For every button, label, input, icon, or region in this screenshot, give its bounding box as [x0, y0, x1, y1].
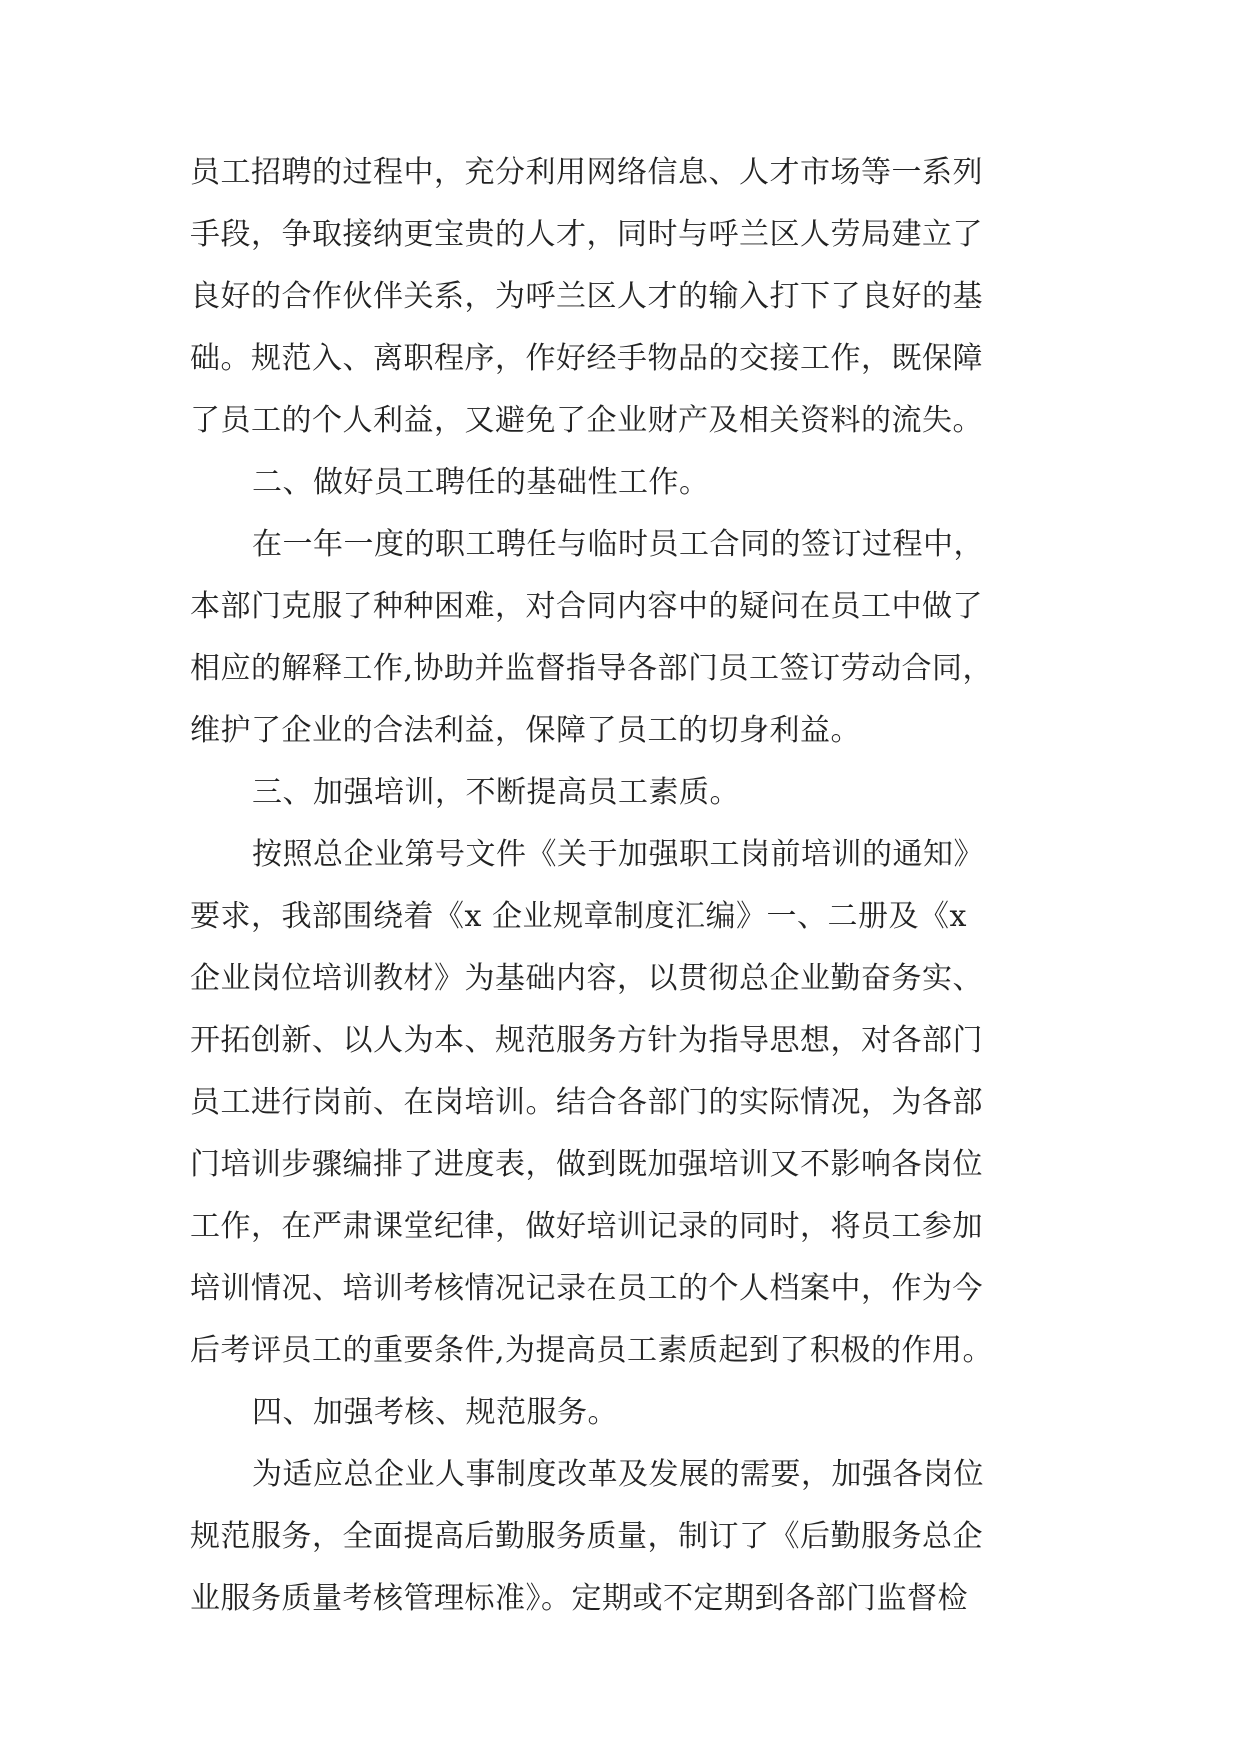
- section-heading: 四、加强考核、规范服务。: [252, 1395, 618, 1430]
- text-line: 维护了企业的合法利益，保障了员工的切身利益。: [190, 713, 861, 748]
- text-line: 业服务质量考核管理标准》。定期或不定期到各部门监督检: [190, 1581, 968, 1616]
- text-line: 相应的解释工作,协助并监督指导各部门员工签订劳动合同，: [190, 651, 994, 686]
- text-line: 了员工的个人利益，又避免了企业财产及相关资料的流失。: [190, 403, 983, 438]
- text-line: 要求，我部围绕着《x 企业规章制度汇编》一、二册及《x: [190, 899, 967, 934]
- text-line: 工作，在严肃课堂纪律，做好培训记录的同时，将员工参加: [190, 1209, 983, 1244]
- text-line: 础。规范入、离职程序，作好经手物品的交接工作，既保障: [190, 341, 983, 376]
- text-line: 本部门克服了种种困难，对合同内容中的疑问在员工中做了: [190, 589, 983, 624]
- text-line: 按照总企业第号文件《关于加强职工岗前培训的通知》: [252, 837, 984, 872]
- text-line: 员工进行岗前、在岗培训。结合各部门的实际情况，为各部: [190, 1085, 983, 1120]
- text-line: 员工招聘的过程中，充分利用网络信息、人才市场等一系列: [190, 155, 983, 190]
- text-line: 门培训步骤编排了进度表，做到既加强培训又不影响各岗位: [190, 1147, 983, 1182]
- text-line: 为适应总企业人事制度改革及发展的需要，加强各岗位: [252, 1457, 984, 1492]
- text-line: 良好的合作伙伴关系，为呼兰区人才的输入打下了良好的基: [190, 279, 983, 314]
- section-heading: 三、加强培训，不断提高员工素质。: [252, 775, 740, 810]
- section-heading: 二、做好员工聘任的基础性工作。: [252, 465, 710, 500]
- text-line: 企业岗位培训教材》为基础内容，以贯彻总企业勤奋务实、: [190, 961, 983, 996]
- text-line: 规范服务，全面提高后勤服务质量，制订了《后勤服务总企: [190, 1519, 983, 1554]
- text-line: 培训情况、培训考核情况记录在员工的个人档案中，作为今: [190, 1271, 983, 1306]
- text-line: 开拓创新、以人为本、规范服务方针为指导思想，对各部门: [190, 1023, 983, 1058]
- text-line: 手段，争取接纳更宝贵的人才，同时与呼兰区人劳局建立了: [190, 217, 983, 252]
- text-line: 后考评员工的重要条件,为提高员工素质起到了积极的作用。: [190, 1333, 994, 1368]
- text-line: 在一年一度的职工聘任与临时员工合同的签订过程中，: [252, 527, 984, 562]
